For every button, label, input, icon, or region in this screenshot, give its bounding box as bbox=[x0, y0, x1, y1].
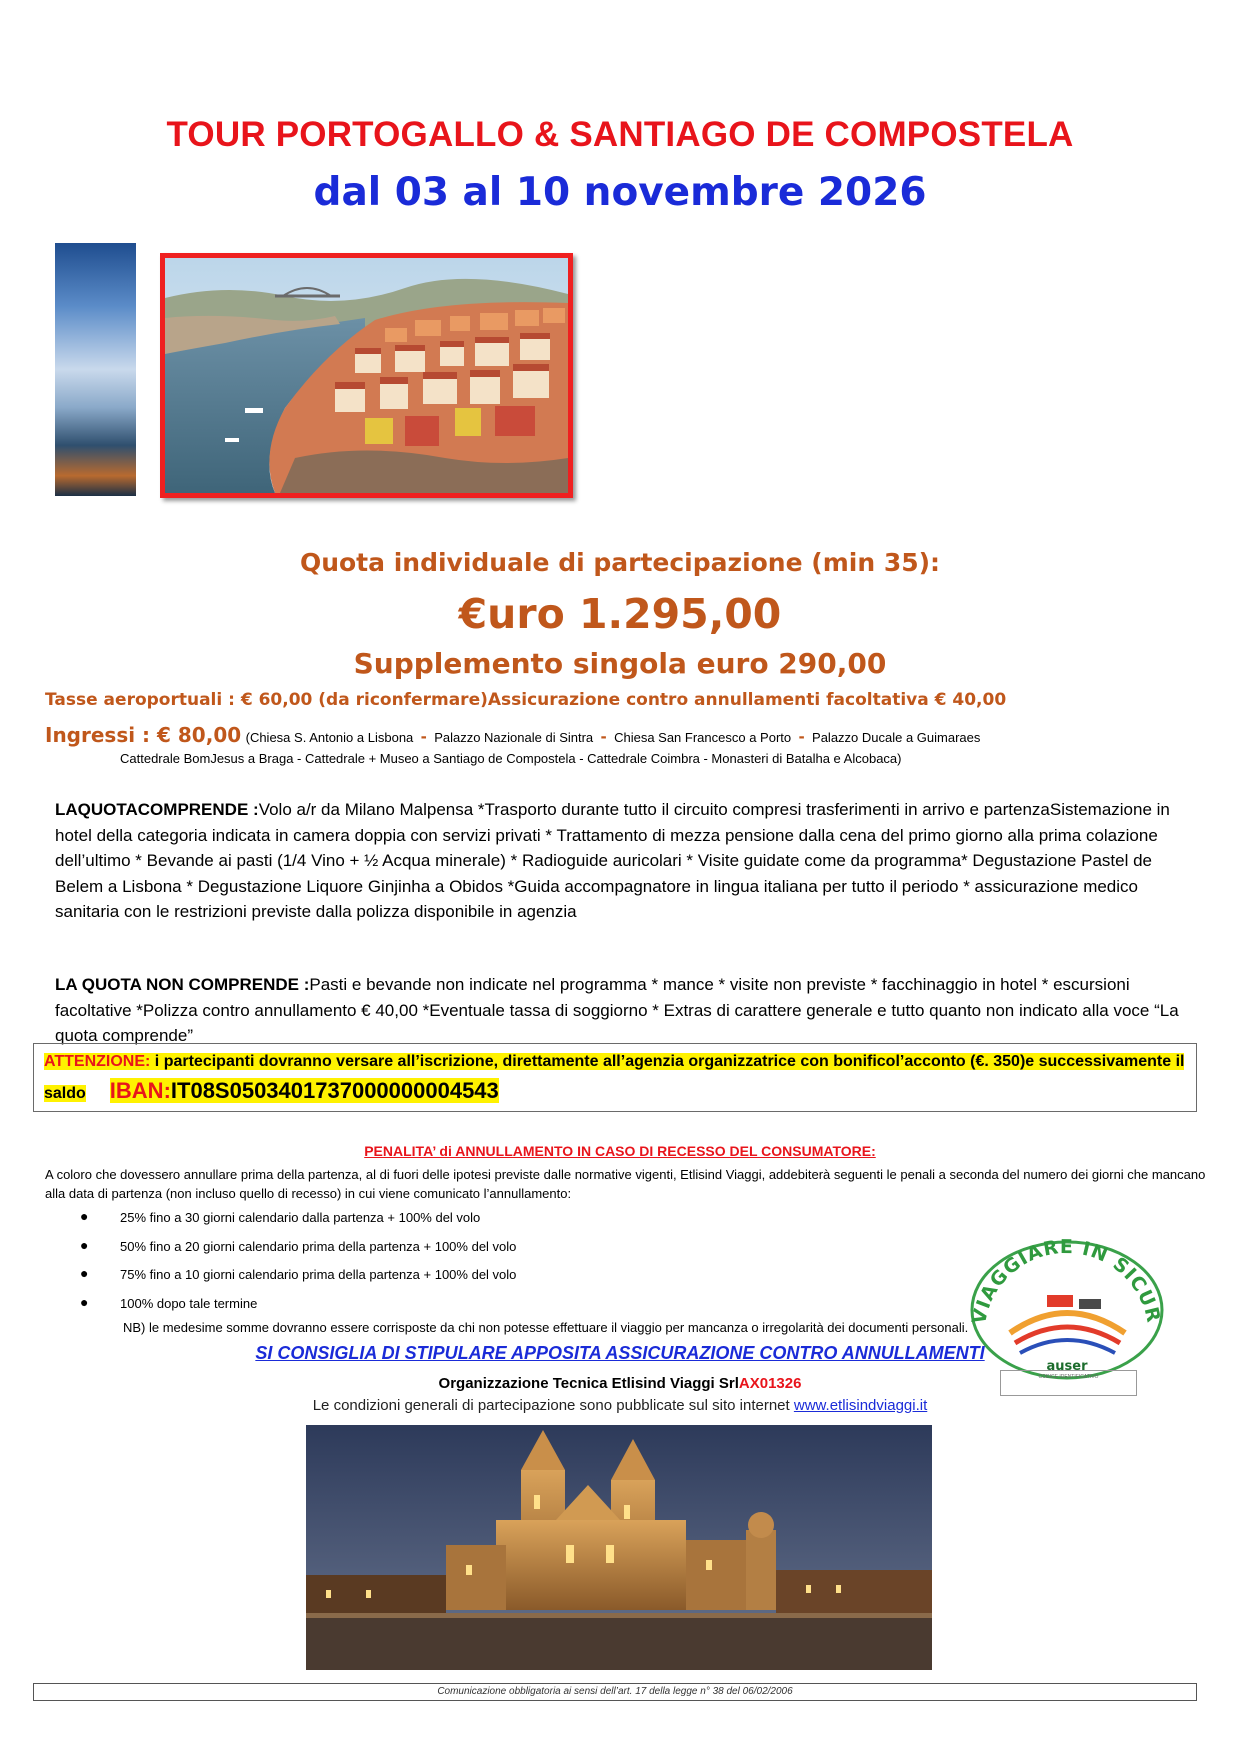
penalties-intro: A coloro che dovessero annullare prima della partenza, al di fuori delle ipotesi previste dalle normative vigenti, Etlisind Viaggi, addebiterà seguenti le penali a seconda del numero dei giorni che mancano alla data di partenza (non incluso quello di recesso) in cui viene comunicato l’annullamento: bbox=[45, 1167, 1206, 1201]
legal-footer: Comunicazione obbligatoria ai sensi dell’art. 17 della legge n° 38 del 06/02/2006 bbox=[33, 1683, 1197, 1701]
excludes-label: LA QUOTA NON COMPRENDE : bbox=[55, 975, 310, 994]
seaside-strip-image bbox=[55, 243, 136, 496]
single-supplement: Supplemento singola euro 290,00 bbox=[353, 647, 887, 680]
iban-value: IT08S0503401737000000004543 bbox=[170, 1078, 499, 1103]
svg-text:auser: auser bbox=[1046, 1359, 1088, 1374]
website-link[interactable]: www.etlisindviaggi.it bbox=[793, 1397, 928, 1414]
attention-text: i partecipanti dovranno versare all’iscrizione, direttamente all’agenzia organizzatrice con bonificol’acconto (€. 350)e successivamente il saldo bbox=[44, 1053, 1185, 1102]
insurance-advice: SI CONSIGLIA DI STIPULARE APPOSITA ASSICURAZIONE CONTRO ANNULLAMENTI bbox=[255, 1343, 985, 1363]
bullet-icon: ● bbox=[80, 1293, 89, 1310]
quota-label: Quota individuale di partecipazione (min 35): bbox=[299, 548, 941, 577]
list-item: ● 100% dopo tale termine bbox=[80, 1293, 258, 1311]
price: €uro 1.295,00 bbox=[458, 590, 782, 638]
attention-box bbox=[33, 1043, 1197, 1112]
entrance-fees-lead: Ingressi : € 80,00 bbox=[45, 723, 242, 747]
license-code: AX01326 bbox=[738, 1375, 802, 1392]
list-item: ● 50% fino a 20 giorni calendario prima della partenza + 100% del volo bbox=[80, 1236, 517, 1254]
entrance-item: Chiesa San Francesco a Porto bbox=[614, 730, 792, 745]
includes-text: Volo a/r da Milano Malpensa *Trasporto durante tutto il circuito compresi trasferimenti in arrivo e partenzaSistemazione in hotel della categoria indicata in camera doppia con servizi privati * Trattamento di mezza pensione dalla cena del primo giorno alla prima colazione dell’ultimo * Bevande ai pasti (1/4 Vino + ½ Acqua minerale) * Radioguide auricolari * Visite guidate come da programma* Degustazione Pastel de Belem a Lisbona * Degustazione Liquore Ginjinha a Obidos *Guida accompagnatore in lingua italiana per tutto il periodo * assicurazione medico sanitaria con le restrizioni previste dalla polizza disponibile in agenzia bbox=[55, 800, 1170, 921]
entrance-item: Palazzo Ducale a Guimaraes bbox=[812, 730, 981, 745]
penalties-title: PENALITA’ di ANNULLAMENTO IN CASO DI RECESSO DEL CONSUMATORE: bbox=[364, 1143, 876, 1159]
penalties-note: NB) le medesime somme dovranno essere corrisposte da chi non potesse effettuare il viaggio per mancanza o irregolarità dei documenti personali. bbox=[123, 1320, 969, 1335]
bullet-icon: ● bbox=[80, 1236, 89, 1253]
bullet-icon: ● bbox=[80, 1265, 89, 1281]
entrance-items-line2: Cattedrale BomJesus a Braga - Cattedrale + Museo a Santiago de Compostela - Cattedrale Coimbra - Monasteri di Batalha e Alcobaca) bbox=[120, 751, 902, 766]
conditions-line: Le condizioni generali di partecipazione sono pubblicate sul sito internet www.etlisindviaggi.it bbox=[312, 1397, 928, 1414]
list-item: ● 25% fino a 30 giorni calendario dalla partenza + 100% del volo bbox=[80, 1208, 481, 1225]
excludes-paragraph bbox=[55, 972, 1185, 1049]
penalties-list bbox=[80, 1210, 516, 1324]
cathedral-illustration bbox=[306, 1425, 932, 1670]
list-item: ● 75% fino a 10 giorni calendario prima della partenza + 100% del volo bbox=[80, 1265, 517, 1282]
porto-cityscape-illustration bbox=[165, 258, 568, 493]
entrance-item: (Chiesa S. Antonio a Lisbona bbox=[245, 730, 414, 745]
bullet-icon: ● bbox=[80, 1208, 89, 1224]
svg-text:VIAGGIARE IN SICUREZZA: VIAGGIARE IN SICUR bbox=[968, 1235, 1165, 1327]
badge-code-box: CODICE IDENTIFICATIVO bbox=[1000, 1370, 1137, 1396]
page-title: TOUR PORTOGALLO & SANTIAGO DE COMPOSTELA bbox=[166, 115, 1074, 154]
iban-label: IBAN: bbox=[109, 1078, 171, 1103]
airport-taxes: Tasse aeroportuali : € 60,00 (da riconfermare)Assicurazione contro annullamenti facoltativa € 40,00 bbox=[45, 690, 1007, 710]
excludes-text: Pasti e bevande non indicate nel programma * mance * visite non previste * facchinaggio in hotel * escursioni facoltative *Polizza contro annullamento € 40,00 *Eventuale tassa di soggiorno * Extras di carattere generale e tutto quanto non indicato alla voce “La quota comprende” bbox=[55, 975, 1179, 1045]
tour-dates: dal 03 al 10 novembre 2026 bbox=[313, 170, 927, 215]
santiago-cathedral-photo bbox=[306, 1425, 932, 1670]
entrance-item: Palazzo Nazionale di Sintra bbox=[434, 730, 594, 745]
attention-label: ATTENZIONE: bbox=[44, 1053, 151, 1070]
entrance-fees: Ingressi : € 80,00 (Chiesa S. Antonio a Lisbona - Palazzo Nazionale di Sintra - Chiesa San Francesco a Porto - Palazzo Ducale a Guimaraes Cattedrale BomJesus a Braga - Cattedrale + Museo a Santiago de Compostela - Cattedrale Coimbra - Monasteri di Batalha e Alcobaca) bbox=[45, 723, 1215, 766]
includes-paragraph bbox=[55, 797, 1185, 925]
organization-line: Organizzazione Tecnica Etlisind Viaggi SrlAX01326 bbox=[438, 1375, 802, 1392]
porto-photo bbox=[160, 253, 573, 498]
includes-label: LAQUOTACOMPRENDE : bbox=[55, 800, 259, 819]
